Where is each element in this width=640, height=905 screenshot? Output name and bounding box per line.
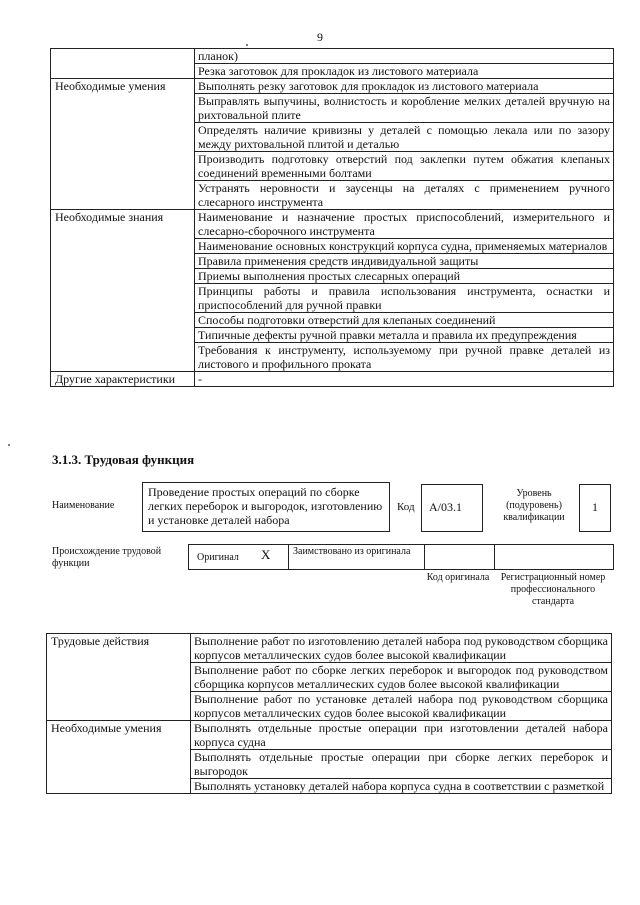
level-box: 1 — [579, 484, 611, 532]
skills-knowledge-table — [50, 48, 614, 387]
row-item: Выполнение работ по изготовлению деталей набора под руководством сборщика корпусов металлических судов более высокой квалификации — [191, 634, 612, 663]
page-number: 9 — [317, 30, 323, 44]
borrowed-label: Заимствовано из оригинала — [293, 546, 411, 557]
row-item: Способы подготовки отверстий для клепаных соединений — [195, 313, 614, 328]
scan-speck — [8, 444, 10, 446]
table-row — [47, 634, 612, 663]
code-caption: Код оригинала — [426, 572, 490, 583]
code-label: Код — [397, 501, 415, 513]
row-item: Правила применения средств индивидуальной защиты — [195, 254, 614, 269]
function-code-box: A/03.1 — [421, 484, 483, 532]
row-item: Выправлять выпучины, волнистость и коробление мелких деталей вручную на рихтовальной плите — [195, 94, 614, 123]
row-item: Типичные дефекты ручной правки металла и правила их предупреждения — [195, 328, 614, 343]
row-label: Необходимые умения — [47, 721, 191, 794]
reg-caption: Регистрационный номер профессионального стандарта — [500, 572, 606, 607]
table-row — [51, 372, 614, 387]
row-item: - — [195, 372, 614, 387]
original-cell — [189, 545, 289, 569]
registration-number-cell — [495, 545, 613, 569]
table-row — [51, 210, 614, 239]
row-item: Выполнение работ по сборке легких переборок и выгородок под руководством сборщика корпусов металлических судов более высокой квалификации — [191, 663, 612, 692]
row-item: Выполнять установку деталей набора корпуса судна в соответствии с разметкой — [191, 779, 612, 794]
row-item: Наименование и назначение простых приспособлений, измерительного и слесарно-сборочного инструмента — [195, 210, 614, 239]
row-item: Требования к инструменту, используемому при ручной правке деталей из листового и профильного проката — [195, 343, 614, 372]
row-label: Необходимые умения — [51, 79, 195, 210]
labor-actions-table — [46, 633, 612, 794]
original-code-cell — [425, 545, 495, 569]
row-item: Приемы выполнения простых слесарных операций — [195, 269, 614, 284]
row-item: планок) — [195, 49, 614, 64]
table-row — [51, 49, 614, 64]
borrowed-cell — [289, 545, 425, 569]
function-name-box: Проведение простых операций по сборке легких переборок и выгородок, изготовлению и установке деталей набора — [142, 482, 390, 532]
section-heading: 3.1.3. Трудовая функция — [52, 452, 195, 467]
row-item: Выполнять отдельные простые операции при изготовлении деталей набора корпуса судна — [191, 721, 612, 750]
row-item: Производить подготовку отверстий под заклепки путем обжатия клепаных соединений временными болтами — [195, 152, 614, 181]
table-row — [51, 79, 614, 94]
row-label: Необходимые знания — [51, 210, 195, 372]
row-item: Резка заготовок для прокладок из листового материала — [195, 64, 614, 79]
scan-speck — [246, 44, 248, 46]
row-item: Принципы работы и правила использования инструмента, оснастки и приспособлений для ручной правки — [195, 284, 614, 313]
origin-row — [188, 544, 614, 570]
table-row — [47, 721, 612, 750]
row-label — [51, 49, 195, 79]
row-item: Выполнение работ по установке деталей набора под руководством сборщика корпусов металлических судов более высокой квалификации — [191, 692, 612, 721]
original-label: Оригинал — [197, 552, 239, 563]
row-item: Наименование основных конструкций корпуса судна, применяемых материалов — [195, 239, 614, 254]
name-label: Наименование — [52, 500, 115, 511]
origin-label: Происхождение трудовой функции — [52, 546, 162, 569]
row-label: Трудовые действия — [47, 634, 191, 721]
row-item: Определять наличие кривизны у деталей с помощью лекала или по зазору между рихтовальной плитой и деталью — [195, 123, 614, 152]
original-mark: X — [261, 547, 271, 562]
row-item: Выполнять резку заготовок для прокладок из листового материала — [195, 79, 614, 94]
row-label: Другие характеристики — [51, 372, 195, 387]
level-label: Уровень (подуровень) квалификации — [503, 488, 565, 523]
row-item: Выполнять отдельные простые операции при сборке легких переборок и выгородок — [191, 750, 612, 779]
row-item: Устранять неровности и заусенцы на деталях с применением ручного слесарного инструмента — [195, 181, 614, 210]
